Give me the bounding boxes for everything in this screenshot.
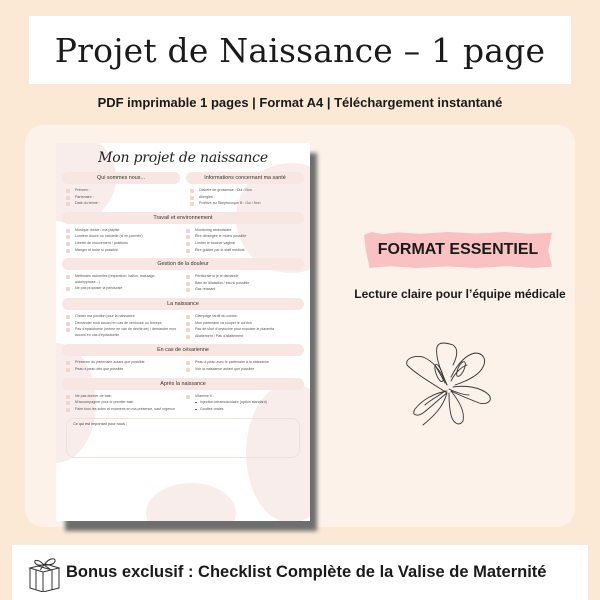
- list-item: Être dérangée le moins possible: [186, 234, 300, 240]
- section-heading: Travail et environnement: [62, 212, 304, 224]
- list-item: Gaz relaxant: [186, 287, 300, 293]
- list-item: Bain de dilatation / eau si possible: [186, 281, 300, 287]
- notes-box: [66, 418, 300, 458]
- lily-flower-icon: [395, 335, 505, 445]
- list-item: Allaitement / Pas d'allaitement: [186, 334, 300, 340]
- list-item: Péridurale si je le demande: [186, 274, 300, 280]
- section-heading: Gestion de la douleur: [62, 258, 304, 270]
- list-item: Mon partenaire va couper le cordon: [186, 321, 300, 327]
- list-item: Lumière douce ou naturelle (si en journée): [66, 234, 180, 240]
- list-item: Clampage tardif du cordon: [186, 314, 300, 320]
- list-item: Ne pas donner de bain: [66, 394, 180, 400]
- bonus-banner: [12, 545, 588, 600]
- section-heading: En cas de césarienne: [62, 344, 304, 356]
- section-heading: Qui sommes nous...: [62, 172, 180, 184]
- list-item: Être guidée par le staff médical: [186, 248, 300, 254]
- list-item: Peau à peau dès que possible: [66, 367, 180, 373]
- tagline: Lecture claire pour l’équipe médicale: [354, 287, 566, 301]
- document-preview: [56, 143, 310, 521]
- list-subitem: Injection intramusculaire (option standard): [186, 400, 300, 406]
- list-item: Limiter le toucher vaginal: [186, 241, 300, 247]
- list-item: Partenaire :: [66, 195, 176, 201]
- list-item: Présence du partenaire autant que possible: [66, 360, 180, 366]
- list-item: Manger et boire si possible: [66, 248, 180, 254]
- list-item: Méthodes naturelles (respiration, ballon, massage, autohypnose...): [66, 274, 180, 285]
- list-item: Ne pas proposer la péridurale: [66, 286, 180, 292]
- list-item: Diabète de grossesse : Oui / Non: [190, 188, 300, 194]
- list-item: Pas d'épisiotomie (même en cas de déchirure) / demander mon accord en cas d'épisiotomie: [66, 327, 180, 338]
- section-heading: Après la naissance: [62, 378, 304, 390]
- product-subtitle: PDF imprimable 1 pages | Format A4 | Téléchargement instantané: [97, 95, 503, 110]
- list-item: Vitamine K :: [186, 394, 300, 400]
- list-item: Demander mon accord en cas de ventouse ou forceps: [66, 321, 180, 327]
- list-subitem: Gouttes orales: [186, 407, 300, 413]
- bonus-text: Bonus exclusif : Checklist Complète de la Valise de Maternité: [66, 563, 547, 581]
- list-item: Allergies :: [190, 195, 300, 201]
- list-item: Peau à peau avec le partenaire à la naissance: [186, 360, 300, 366]
- list-item: Faire tous les soins et examens en ma présence, sauf urgence: [66, 407, 180, 413]
- list-item: Pas de shot d'oxytocine pour expulser le placenta: [186, 327, 300, 333]
- list-item: Positive au Streptocoque B : Oui / Non: [190, 201, 300, 207]
- title-banner: [29, 16, 571, 84]
- list-item: Prénom :: [66, 188, 176, 194]
- format-badge: FORMAT ESSENTIEL: [377, 241, 539, 258]
- list-item: Date du terme :: [66, 201, 176, 207]
- notes-label: Ce qui est important pour nous :: [73, 422, 128, 427]
- list-item: Monitoring ambulatoire: [186, 228, 300, 234]
- page-title: Projet de Naissance – 1 page: [54, 30, 546, 70]
- section-heading: La naissance: [62, 298, 304, 310]
- gift-icon: [26, 554, 62, 592]
- list-item: Liberté de mouvement / positions: [66, 241, 180, 247]
- section-heading: Informations concernant ma santé: [186, 172, 304, 184]
- list-item: Voir la naissance autant que possible: [186, 367, 300, 373]
- document-title: Mon projet de naissance: [98, 150, 268, 166]
- list-item: Choisir ma position pour la naissance: [66, 314, 180, 320]
- list-item: Musique douce / ma playlist: [66, 228, 180, 234]
- list-item: M'accompagner pour le premier bain: [66, 400, 180, 406]
